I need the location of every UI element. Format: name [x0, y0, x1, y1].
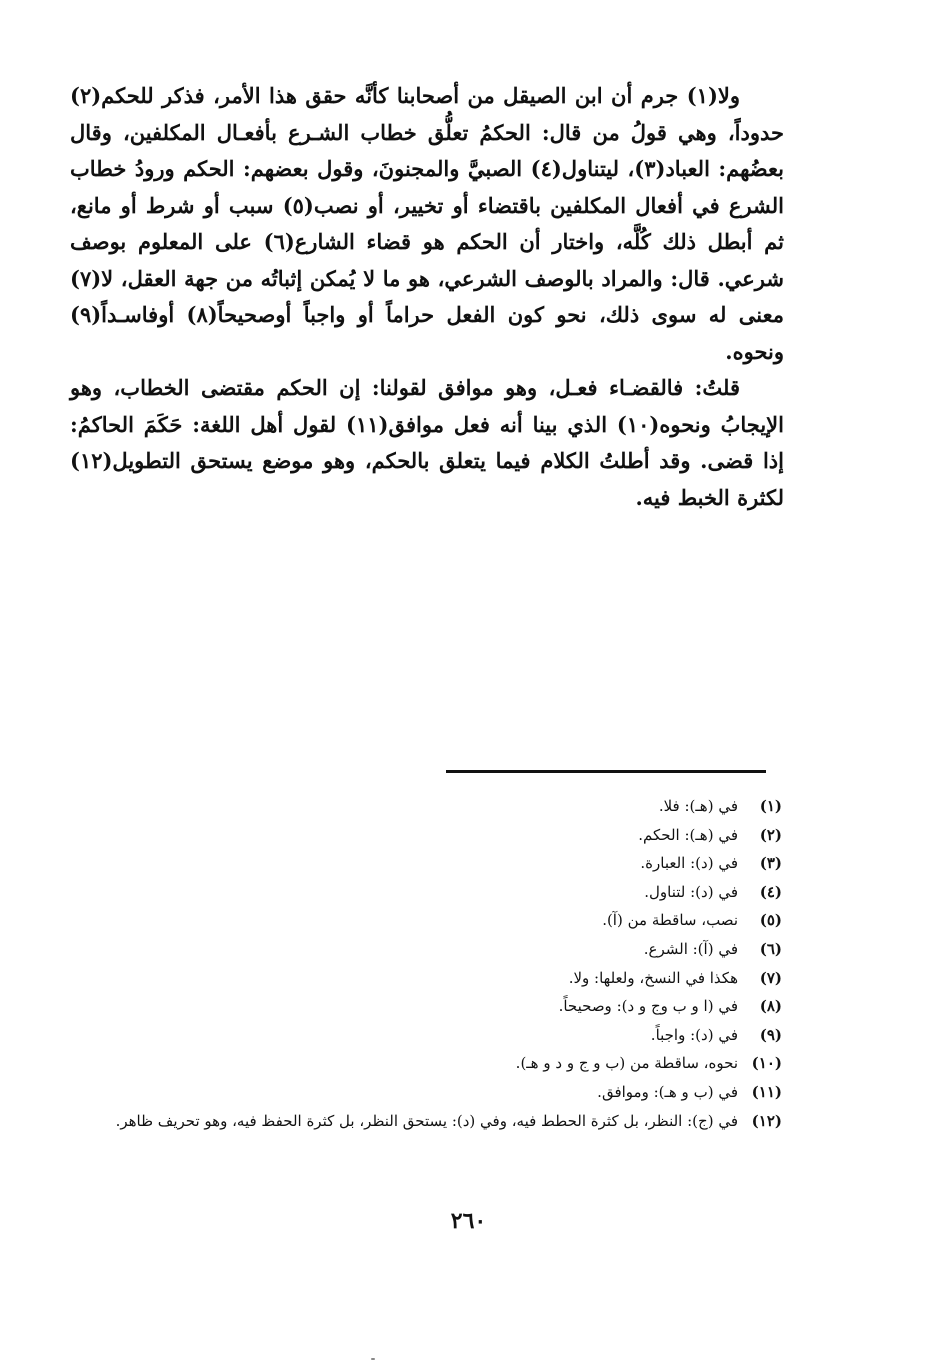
footnote-text: نصب، ساقطة من (آ). [602, 911, 738, 930]
footnote [70, 992, 782, 1021]
footnote-number: (٩) [759, 1025, 782, 1044]
footnote-text: في (ج): النظر، بل كثرة الحطط فيه، وفي (د): يستحق النظر، بل كثرة الحفظ فيه، وهو تحريف ظاهر. [115, 1111, 738, 1130]
footnote-number: (١٠) [751, 1054, 782, 1073]
footnote-text: في (ا و ب وج و د): وصحيحاً. [558, 997, 738, 1016]
footnote-text: نحوه، ساقطة من (ب و ج و د و هـ). [515, 1054, 738, 1073]
footnote-text: في (د): العبارة. [640, 854, 738, 873]
footnote-number: (١) [759, 797, 782, 815]
footnote [70, 849, 782, 878]
footnote [70, 935, 782, 964]
footnote-separator [446, 770, 766, 773]
footnote [70, 878, 782, 907]
footnote [70, 1049, 782, 1078]
main-text [70, 78, 784, 516]
footnote-text: في (د): لتناول. [644, 882, 738, 901]
paragraph-2: قلتُ: فالقضـاء فعـل، وهو موافق لقولنا: إن الحكم مقتضى الخطاب، وهو الإيجابُ ونحوه(١٠) الذي بينا أنه فعل موافق(١١) لقول أهل اللغة: حَكَمَ الحاكمُ: إذا قضى. وقد أطلتُ الكلام فيما يتعلق بالحكم، وهو موضع يستحق التطويل(١٢) لكثرة الخبط فيه. [70, 375, 784, 510]
footnote-number: (٤) [759, 882, 782, 901]
footnote-text: هكذا في النسخ، ولعلها: ولا. [568, 968, 738, 987]
footnote-number: (٧) [759, 968, 782, 987]
footnote [70, 906, 782, 935]
footnote-number: (٥) [759, 911, 782, 930]
footnote-text: في (د): واجباً. [650, 1025, 738, 1044]
footnote-number: (٨) [759, 997, 782, 1016]
page-number: ٢٦٠ [450, 1208, 487, 1234]
footnote-text: في (ب و هـ): وموافق. [597, 1082, 738, 1101]
footnote-text: في (آ): الشرع. [643, 939, 738, 958]
footnote-text: في (هـ): فلا. [658, 797, 738, 815]
footnote [70, 964, 782, 993]
footnote [70, 792, 782, 821]
footnote [70, 1021, 782, 1050]
scan-speck [371, 1358, 375, 1360]
footnote-number: (٦) [759, 939, 782, 958]
paragraph-1: ولا(١) جرم أن ابن الصيقل من أصحابنا كأنَّه حقق هذا الأمر، فذكر للحكم(٢) حدوداً، وهي قولُ من قال: الحكمُ تعلُّق خطاب الشـرع بأفعـال المكلفين، وقال بعضُهم: العباد(٣)، ليتناول(٤) الصبيَّ والمجنونَ، وقول بعضهم: الحكم ورودُ خطاب الشرع في أفعال المكلفين باقتضاء أو تخيير، أو نصب(٥) سبب أو شرط أو مانع، ثم أبطل ذلك كُلَّه، واختار أن الحكم هو قضاء الشارع(٦) على المعلوم بوصف شرعي. قال: والمراد بالوصف الشرعي، هو ما لا يُمكن إثباتُه من جهة العقل، لا(٧) معنى له سوى ذلك، نحو كون الفعل حراماً أو واجباً أوصحيحاً(٨) أوفاسـداً(٩) ونحوه. [70, 83, 785, 364]
footnote-text: في (هـ): الحكم. [638, 825, 738, 844]
footnote-number: (١٢) [751, 1111, 782, 1130]
footnote-number: (٢) [759, 825, 782, 844]
footnote [70, 1078, 782, 1107]
footnote-number: (٣) [759, 854, 782, 873]
footnotes [70, 792, 782, 1135]
footnote [70, 1107, 782, 1136]
footnote [70, 821, 782, 850]
footnote-number: (١١) [751, 1082, 782, 1101]
